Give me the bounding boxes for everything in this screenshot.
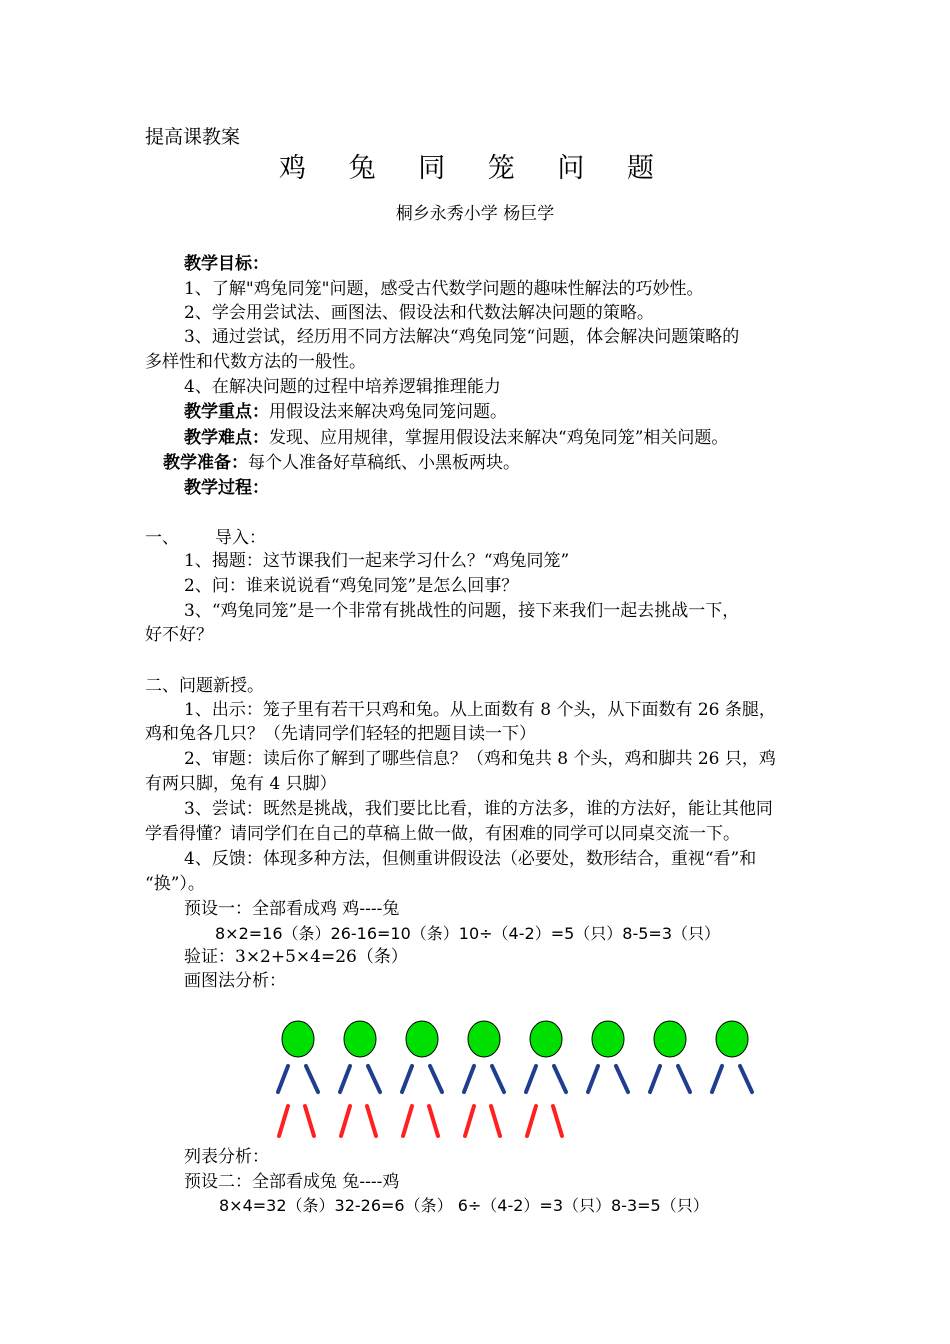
- front-leg: [278, 1066, 288, 1092]
- animal-head: [654, 1021, 686, 1057]
- document-author: 桐乡永秀小学 杨巨学: [395, 204, 555, 224]
- objective-line: 1、了解"鸡兔同笼"问题，感受古代数学问题的趣味性解法的巧妙性。: [184, 279, 704, 299]
- difficulty-line: [184, 427, 728, 449]
- key-point-text: 用假设法来解决鸡兔同笼问题。: [269, 402, 507, 422]
- animal-head: [282, 1021, 314, 1057]
- front-leg: [554, 1066, 566, 1092]
- front-leg: [650, 1066, 660, 1092]
- animal-head: [530, 1021, 562, 1057]
- section1-line: 1、揭题：这节课我们一起来学习什么？“鸡兔同笼”: [184, 551, 570, 571]
- section1-title: 导入：: [215, 528, 266, 548]
- front-leg: [306, 1066, 318, 1092]
- table-label: 列表分析：: [184, 1147, 269, 1167]
- document-title: 鸡 兔 同 笼 问 题: [279, 153, 671, 184]
- animal-head: [406, 1021, 438, 1057]
- front-leg: [526, 1066, 536, 1092]
- back-leg: [305, 1106, 314, 1136]
- front-leg: [740, 1066, 752, 1092]
- section1-number: 一、: [145, 528, 179, 548]
- section2-line: 学看得懂？请同学们在自己的草稿上做一做，有困难的同学可以同桌交流一下。: [145, 824, 740, 844]
- difficulty-label: 教学难点：: [184, 428, 269, 448]
- section2-line: 3、尝试：既然是挑战，我们要比比看，谁的方法多，谁的方法好，能让其他同: [184, 799, 773, 819]
- front-leg: [588, 1066, 598, 1092]
- preparation-label: 教学准备：: [163, 453, 248, 473]
- objective-line: 3、通过尝试，经历用不同方法解决“鸡兔同笼“问题，体会解决问题策略的: [184, 327, 740, 347]
- back-leg: [553, 1106, 562, 1136]
- animal-head: [716, 1021, 748, 1057]
- formula1-line: 8×2=16（条）26-16=10（条）10÷（4-2）=5（只）8-5=3（只）: [215, 924, 720, 943]
- front-leg: [678, 1066, 690, 1092]
- preset1-line: 预设一：全部看成鸡 鸡----兔: [184, 899, 400, 919]
- objective-line: 4、在解决问题的过程中培养逻辑推理能力: [184, 377, 501, 397]
- section2-line: 有两只脚，兔有 4 只脚）: [145, 774, 337, 794]
- section1-line: 2、问：谁来说说看“鸡兔同笼”是怎么回事？: [184, 576, 519, 596]
- front-leg: [616, 1066, 628, 1092]
- back-leg: [465, 1106, 474, 1136]
- back-leg: [491, 1106, 500, 1136]
- back-leg: [403, 1106, 412, 1136]
- front-leg: [492, 1066, 504, 1092]
- objectives-heading: 教学目标：: [184, 254, 269, 274]
- section2-title: 二、问题新授。: [145, 676, 264, 696]
- front-leg: [340, 1066, 350, 1092]
- section1-line: 好不好？: [145, 625, 213, 645]
- preparation-line: [163, 452, 520, 474]
- process-heading: 教学过程：: [184, 478, 269, 498]
- back-leg: [367, 1106, 376, 1136]
- front-leg: [712, 1066, 722, 1092]
- section2-line: 2、审题：读后你了解到了哪些信息？（鸡和兔共 8 个头，鸡和脚共 26 只，鸡: [184, 749, 776, 769]
- difficulty-text: 发现、应用规律，掌握用假设法来解决“鸡兔同笼”相关问题。: [269, 428, 729, 448]
- front-leg: [430, 1066, 442, 1092]
- back-leg: [527, 1106, 536, 1136]
- front-leg: [368, 1066, 380, 1092]
- animal-head: [592, 1021, 624, 1057]
- objective-line: 2、学会用尝试法、画图法、假设法和代数法解决问题的策略。: [184, 303, 654, 323]
- section1-line: 3、“鸡兔同笼”是一个非常有挑战性的问题，接下来我们一起去挑战一下，: [184, 601, 740, 621]
- drawing-label: 画图法分析：: [184, 971, 286, 991]
- chicken-rabbit-diagram: [265, 1012, 765, 1142]
- key-point-line: [184, 401, 507, 423]
- back-leg: [429, 1106, 438, 1136]
- document-label: 提高课教案: [145, 126, 241, 148]
- front-leg: [402, 1066, 412, 1092]
- section2-line: 鸡和兔各几只？（先请同学们轻轻的把题目读一下）: [145, 724, 536, 744]
- front-leg: [464, 1066, 474, 1092]
- preset2-line: 预设二：全部看成兔 兔----鸡: [184, 1172, 400, 1192]
- preparation-text: 每个人准备好草稿纸、小黑板两块。: [248, 453, 520, 473]
- back-leg: [279, 1106, 288, 1136]
- section2-line: 4、反馈：体现多种方法，但侧重讲假设法（必要处，数形结合，重视“看”和: [184, 849, 757, 869]
- section2-line: “换”）。: [145, 874, 205, 894]
- section2-line: 1、出示：笼子里有若干只鸡和兔。从上面数有 8 个头，从下面数有 26 条腿，: [184, 700, 776, 720]
- animal-head: [344, 1021, 376, 1057]
- back-leg: [341, 1106, 350, 1136]
- animal-head: [468, 1021, 500, 1057]
- key-point-label: 教学重点：: [184, 402, 269, 422]
- objective-line: 多样性和代数方法的一般性。: [145, 352, 366, 372]
- formula2-line: 8×4=32（条）32-26=6（条） 6÷（4-2）=3（只）8-3=5（只）: [219, 1196, 709, 1215]
- verify-line: 验证：3×2+5×4=26（条）: [184, 947, 408, 967]
